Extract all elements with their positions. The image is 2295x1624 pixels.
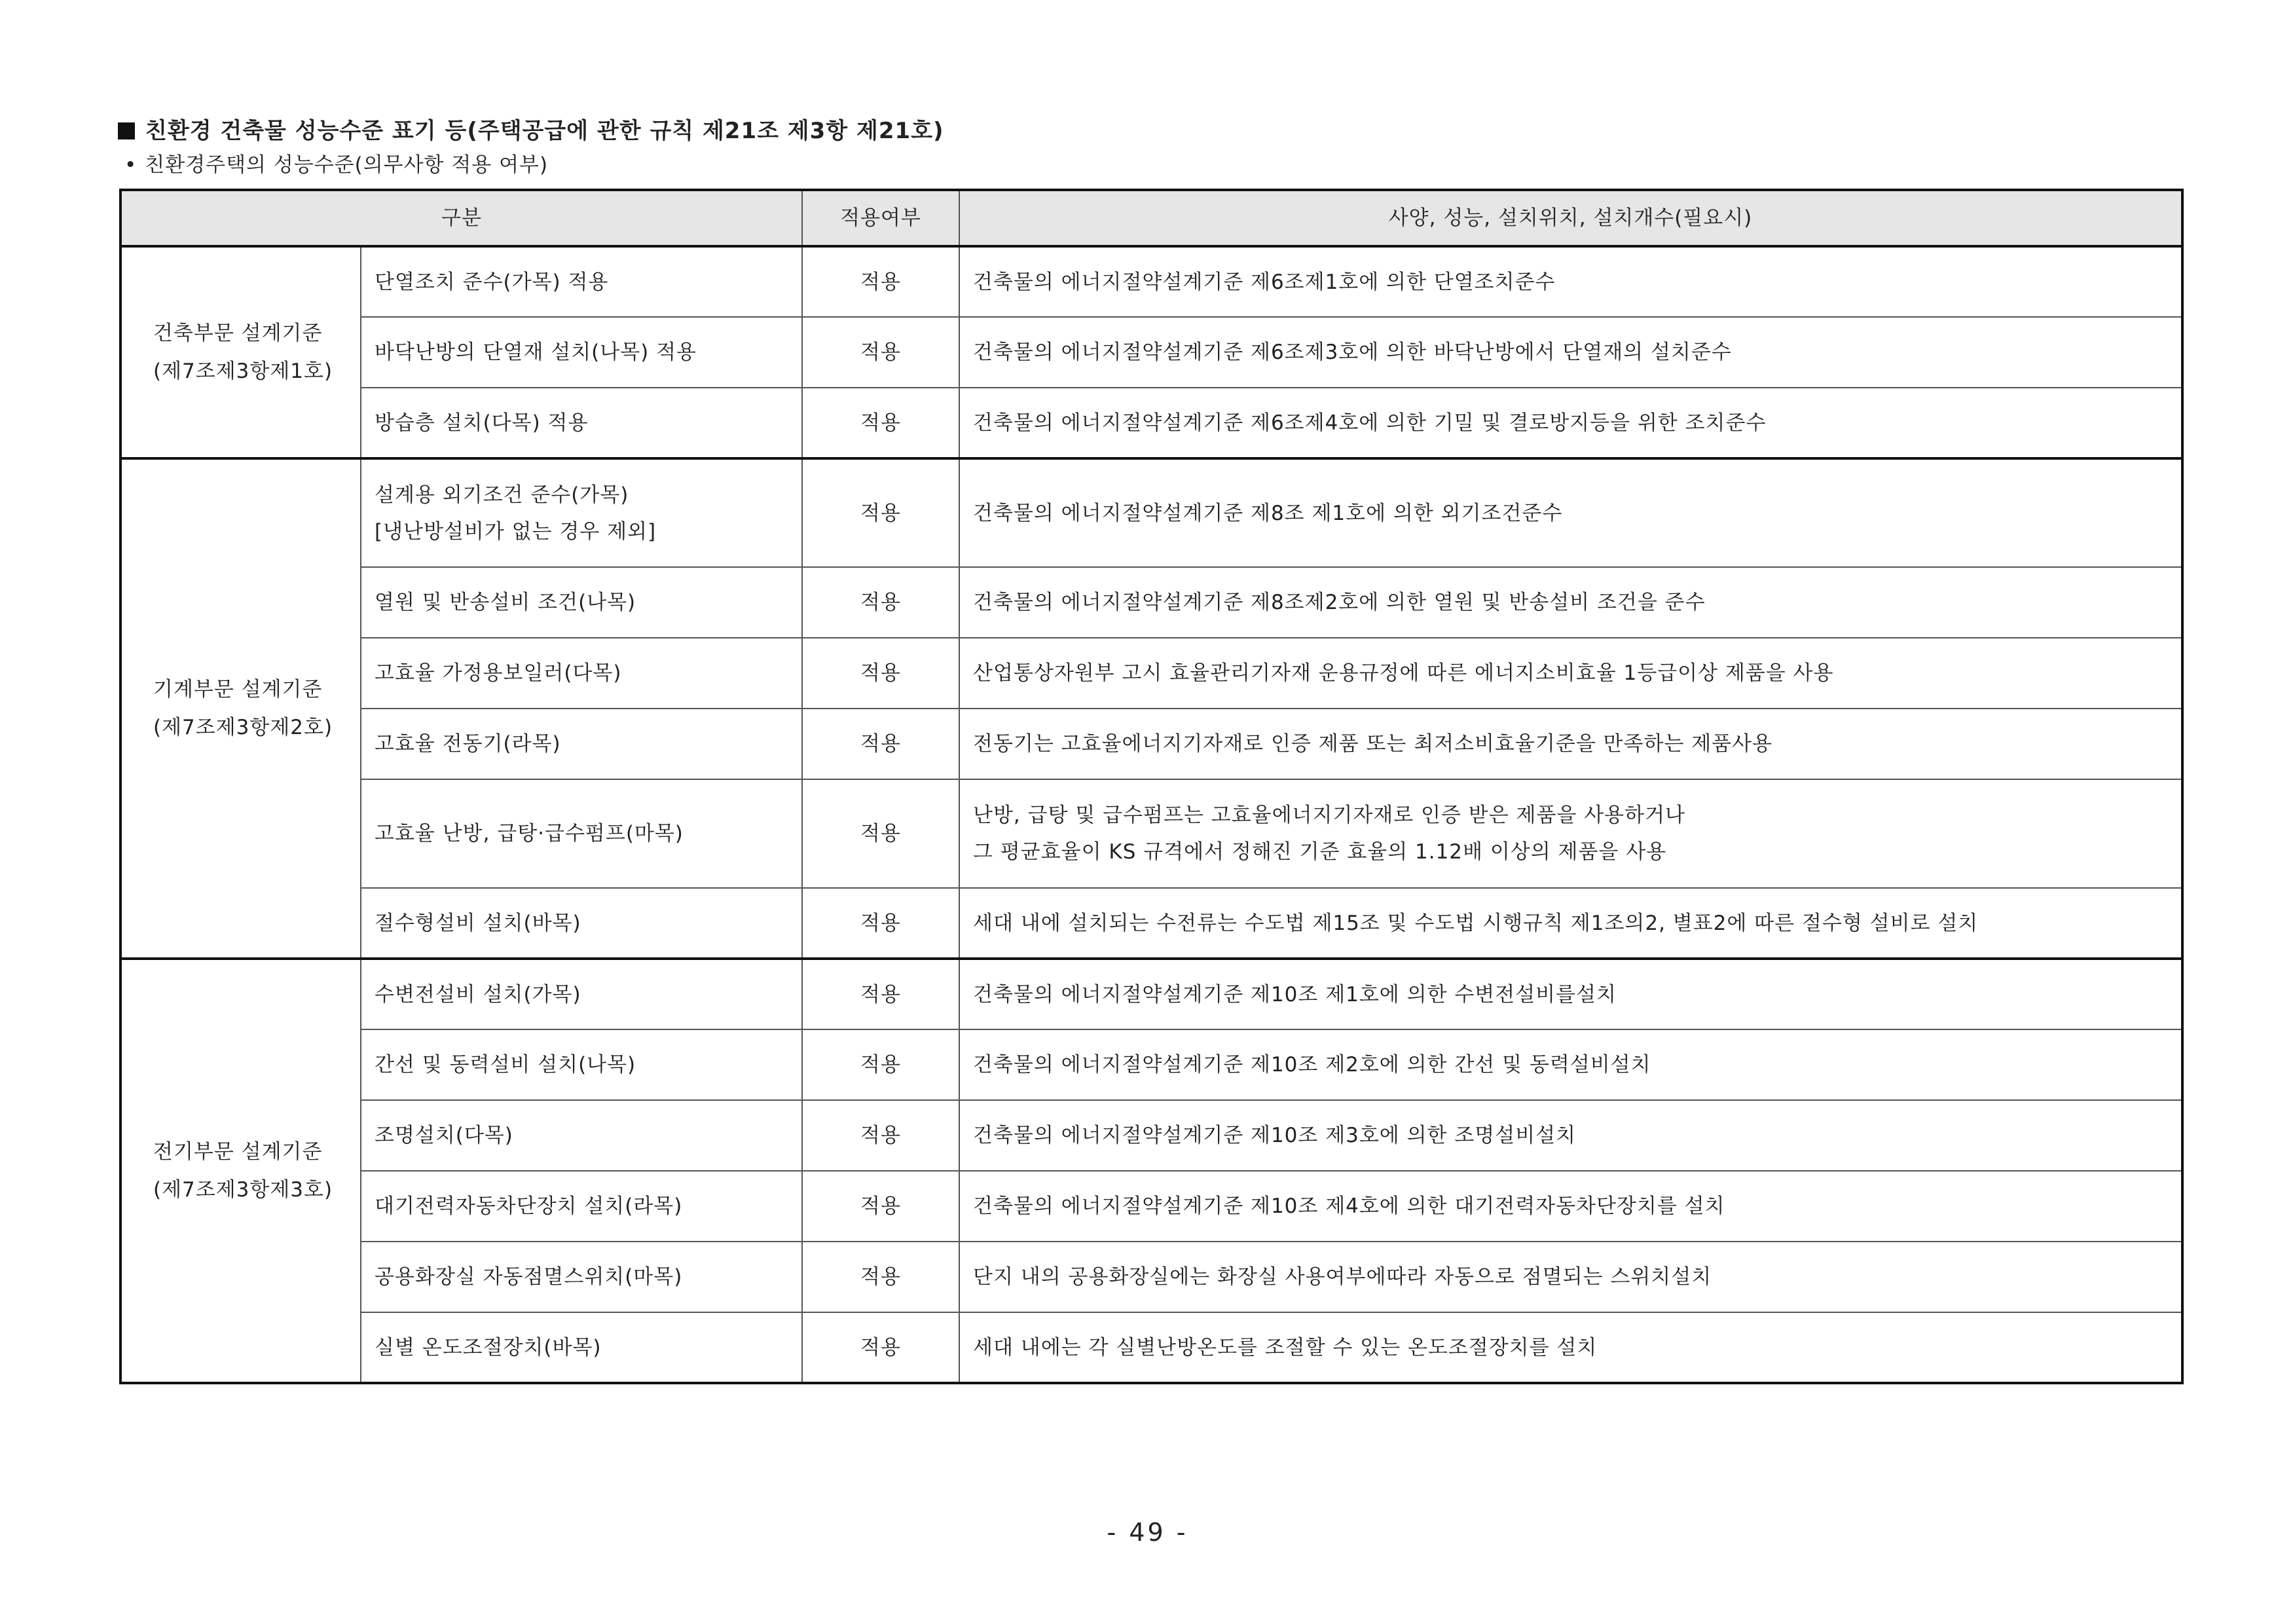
- applied-cell: 적용: [802, 888, 959, 959]
- applied-cell: 적용: [802, 567, 959, 638]
- group-label-line: (제7조제3항제1호): [153, 360, 333, 383]
- spec-text: 단지 내의 공용화장실에는 화장실 사용여부에따라 자동으로 점멸되는 스위치설치: [973, 1265, 1712, 1289]
- spec-cell: [959, 959, 2182, 1029]
- table-row: [120, 1100, 2182, 1171]
- table-row: [120, 1029, 2182, 1100]
- item-cell: [361, 779, 802, 888]
- applied-cell: 적용: [802, 317, 959, 388]
- item-text: 단열조치 준수(가목) 적용: [375, 270, 609, 294]
- applied-cell: 적용: [802, 1100, 959, 1171]
- spec-text: 산업통상자원부 고시 효율관리기자재 운용규정에 따른 에너지소비효율 1등급이상 제품을 사용: [973, 661, 1834, 685]
- performance-table: [119, 189, 2184, 1384]
- spec-cell: [959, 1100, 2182, 1171]
- spec-cell: [959, 638, 2182, 709]
- sub-heading: [124, 148, 548, 177]
- applied-cell: 적용: [802, 779, 959, 888]
- applied-cell: 적용: [802, 959, 959, 1029]
- spec-cell: [959, 1242, 2182, 1312]
- table-row: [120, 888, 2182, 959]
- item-text: 바닥난방의 단열재 설치(나목) 적용: [375, 341, 697, 364]
- item-cell: [361, 709, 802, 779]
- spec-cell: [959, 1029, 2182, 1100]
- spec-text: 건축물의 에너지절약설계기준 제10조 제1호에 의한 수변전설비를설치: [973, 982, 1617, 1006]
- applied-cell: 적용: [802, 458, 959, 567]
- spec-text: 세대 내에 설치되는 수전류는 수도법 제15조 및 수도법 시행규칙 제1조의2, 별표2에 따른 절수형 설비로 설치: [973, 911, 1979, 935]
- table-row: [120, 458, 2182, 567]
- applied-cell: 적용: [802, 246, 959, 317]
- applied-cell: 적용: [802, 638, 959, 709]
- table-row: [120, 1171, 2182, 1242]
- group-label-line: 기계부문 설계기준: [153, 678, 323, 701]
- spec-text: 건축물의 에너지절약설계기준 제6조제3호에 의한 바닥난방에서 단열재의 설치준수: [973, 341, 1732, 364]
- item-text: 고효율 난방, 급탕·급수펌프(마목): [375, 822, 684, 845]
- group-label-line: 전기부문 설계기준: [153, 1140, 323, 1164]
- spec-cell: [959, 317, 2182, 388]
- page-number: - 49 -: [1107, 1518, 1188, 1547]
- spec-cell: [959, 779, 2182, 888]
- item-text: 열원 및 반송설비 조건(나목): [375, 591, 636, 614]
- group-label-architecture: [120, 246, 361, 458]
- spec-cell: [959, 458, 2182, 567]
- item-cell: [361, 567, 802, 638]
- spec-cell: [959, 1171, 2182, 1242]
- spec-cell: [959, 388, 2182, 458]
- table-row: [120, 959, 2182, 1029]
- applied-cell: 적용: [802, 388, 959, 458]
- item-text: 고효율 가정용보일러(다목): [375, 661, 622, 685]
- spec-cell: [959, 246, 2182, 317]
- header-spec: 사양, 성능, 설치위치, 설치개수(필요시): [959, 190, 2182, 246]
- item-cell: [361, 638, 802, 709]
- spec-cell: [959, 1312, 2182, 1383]
- spec-text: 건축물의 에너지절약설계기준 제10조 제4호에 의한 대기전력자동차단장치를 설치: [973, 1194, 1725, 1218]
- table-row: [120, 388, 2182, 458]
- section-heading: [118, 113, 944, 145]
- spec-text: 난방, 급탕 및 급수펌프는 고효율에너지기자재로 인증 받은 제품을 사용하거나: [973, 803, 1685, 827]
- group-label-electrical: [120, 959, 361, 1383]
- table-row: [120, 1242, 2182, 1312]
- item-text: 공용화장실 자동점멸스위치(마목): [375, 1265, 683, 1289]
- spec-text: 건축물의 에너지절약설계기준 제10조 제3호에 의한 조명설비설치: [973, 1124, 1577, 1147]
- spec-text: 그 평균효율이 KS 규격에서 정해진 기준 효율의 1.12배 이상의 제품을 사용: [973, 840, 1667, 864]
- item-cell: [361, 959, 802, 1029]
- item-cell: [361, 317, 802, 388]
- applied-cell: 적용: [802, 1029, 959, 1100]
- applied-cell: 적용: [802, 1242, 959, 1312]
- item-text: 간선 및 동력설비 설치(나목): [375, 1053, 636, 1077]
- item-cell: [361, 458, 802, 567]
- applied-cell: 적용: [802, 1171, 959, 1242]
- table-row: [120, 1312, 2182, 1383]
- section-heading-text: 친환경 건축물 성능수준 표기 등(주택공급에 관한 규칙 제21조 제3항 제21호): [145, 118, 944, 144]
- spec-text: 건축물의 에너지절약설계기준 제6조제4호에 의한 기밀 및 결로방지등을 위한 조치준수: [973, 411, 1767, 435]
- group-label-line: 건축부문 설계기준: [153, 322, 323, 345]
- spec-cell: [959, 888, 2182, 959]
- header-applied: 적용여부: [802, 190, 959, 246]
- spec-text: 건축물의 에너지절약설계기준 제10조 제2호에 의한 간선 및 동력설비설치: [973, 1053, 1651, 1077]
- spec-cell: [959, 709, 2182, 779]
- table-header-row: [120, 190, 2182, 246]
- item-text: 절수형설비 설치(바목): [375, 911, 581, 935]
- item-cell: [361, 888, 802, 959]
- applied-cell: 적용: [802, 709, 959, 779]
- item-cell: [361, 1312, 802, 1383]
- item-text: 수변전설비 설치(가목): [375, 982, 581, 1006]
- spec-text: 세대 내에는 각 실별난방온도를 조절할 수 있는 온도조절장치를 설치: [973, 1335, 1598, 1359]
- group-label-mechanical: [120, 458, 361, 959]
- header-category: 구분: [120, 190, 802, 246]
- spec-text: 건축물의 에너지절약설계기준 제8조제2호에 의한 열원 및 반송설비 조건을 준수: [973, 591, 1706, 614]
- item-text: 설계용 외기조건 준수(가목): [375, 483, 629, 507]
- table-row: [120, 709, 2182, 779]
- item-cell: [361, 246, 802, 317]
- spec-text: 전동기는 고효율에너지기자재로 인증 제품 또는 최저소비효율기준을 만족하는 제품사용: [973, 732, 1772, 756]
- table-row: [120, 779, 2182, 888]
- item-cell: [361, 1029, 802, 1100]
- item-text-note: [냉난방설비가 없는 경우 제외]: [375, 519, 657, 544]
- square-bullet-icon: [118, 122, 135, 139]
- item-text: 고효율 전동기(라목): [375, 732, 561, 756]
- item-cell: [361, 1100, 802, 1171]
- table-row: [120, 638, 2182, 709]
- item-text: 조명설치(다목): [375, 1124, 513, 1147]
- dot-bullet-icon: •: [124, 153, 138, 177]
- spec-text: 건축물의 에너지절약설계기준 제8조 제1호에 의한 외기조건준수: [973, 501, 1563, 525]
- item-text: 방습층 설치(다목) 적용: [375, 411, 589, 435]
- group-label-line: (제7조제3항제2호): [153, 716, 333, 739]
- table-row: [120, 246, 2182, 317]
- item-cell: [361, 1171, 802, 1242]
- table-row: [120, 567, 2182, 638]
- spec-cell: [959, 567, 2182, 638]
- spec-text: 건축물의 에너지절약설계기준 제6조제1호에 의한 단열조치준수: [973, 270, 1556, 294]
- sub-heading-text: 친환경주택의 성능수준(의무사항 적용 여부): [145, 153, 549, 177]
- table-row: [120, 317, 2182, 388]
- item-cell: [361, 1242, 802, 1312]
- applied-cell: 적용: [802, 1312, 959, 1383]
- item-cell: [361, 388, 802, 458]
- group-label-line: (제7조제3항제3호): [153, 1178, 333, 1202]
- item-text: 대기전력자동차단장치 설치(라목): [375, 1194, 683, 1218]
- item-text: 실별 온도조절장치(바목): [375, 1335, 602, 1359]
